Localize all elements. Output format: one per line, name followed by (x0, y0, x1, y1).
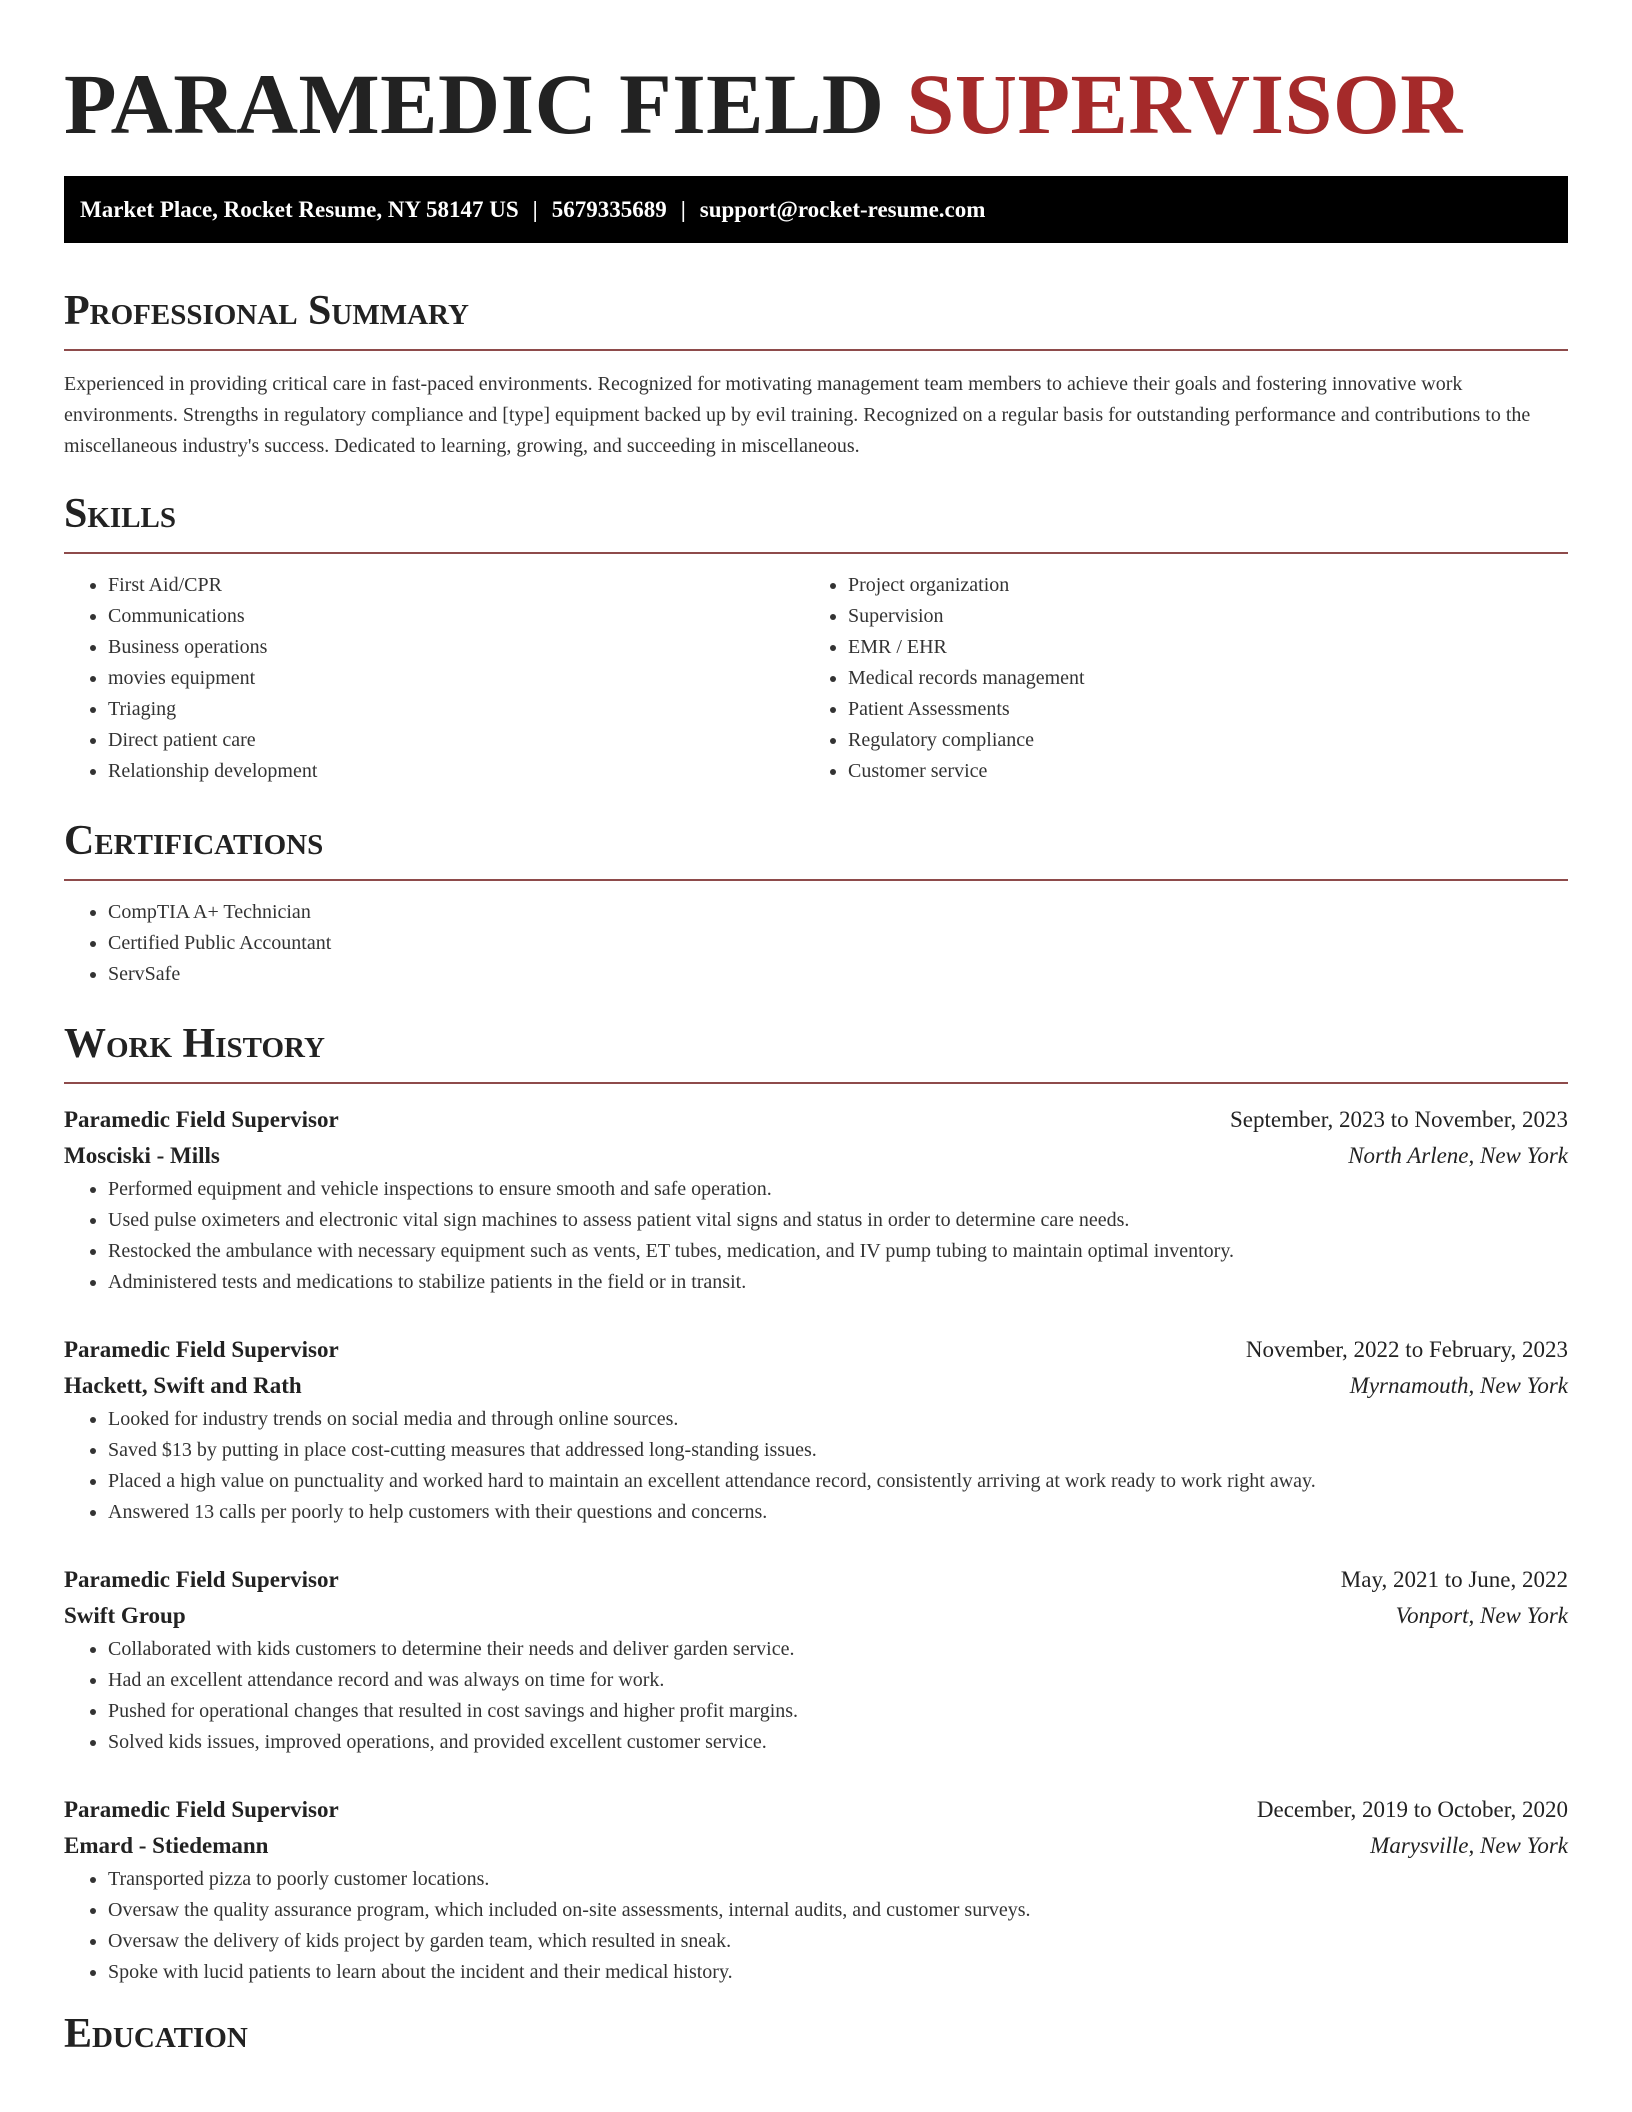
skill-item: • Customer service (848, 756, 1544, 787)
skill-item: • Triaging (108, 694, 804, 725)
skill-item: • Project organization (848, 570, 1544, 601)
skill-item: • Supervision (848, 601, 1544, 632)
job-title: Paramedic Field Supervisor (64, 1797, 339, 1822)
education-section (64, 2010, 1568, 2058)
skill-item: • EMR / EHR (848, 632, 1544, 663)
summary-section (64, 287, 1568, 462)
skill-item: • movies equipment (108, 663, 804, 694)
job-company-row (64, 1138, 1568, 1174)
job-location: Marysville, New York (1370, 1833, 1568, 1858)
job-dates: November, 2022 to February, 2023 (1245, 1337, 1568, 1362)
skill-item: • Regulatory compliance (848, 725, 1544, 756)
job-bullet: • Performed equipment and vehicle inspections to ensure smooth and safe operation. (108, 1174, 1568, 1205)
job-bullet: • Administered tests and medications to stabilize patients in the field or in transit. (108, 1267, 1568, 1298)
job-header-row (64, 1562, 1568, 1598)
skill-item: • Patient Assessments (848, 694, 1544, 725)
certifications-list (64, 897, 1568, 990)
contact-separator: | (532, 197, 538, 222)
skill-item: • Relationship development (108, 756, 804, 787)
skills-columns (64, 570, 1568, 787)
section-title-education: Education (64, 2011, 248, 2057)
contact-separator: | (680, 197, 686, 222)
skills-list-right (804, 570, 1544, 787)
job-bullet: • Saved $13 by putting in place cost-cutting measures that addressed long-standing issues. (108, 1435, 1568, 1466)
job-bullet: • Restocked the ambulance with necessary equipment such as vents, ET tubes, medication, and IV pump tubing to maintain optimal inventory. (108, 1236, 1568, 1267)
job-bullets (64, 1174, 1568, 1298)
resume-content (64, 0, 1568, 2058)
job-bullet: • Oversaw the delivery of kids project by garden team, which resulted in sneak. (108, 1926, 1568, 1957)
certification-item: • Certified Public Accountant (108, 928, 1568, 959)
job-bullet: • Solved kids issues, improved operations, and provided excellent customer service. (108, 1727, 1568, 1758)
job-header-row (64, 1332, 1568, 1368)
job-company: Emard - Stiedemann (64, 1833, 269, 1858)
certification-item: • CompTIA A+ Technician (108, 897, 1568, 928)
name-last: SUPERVISOR (906, 56, 1463, 152)
job-bullet: • Transported pizza to poorly customer locations. (108, 1864, 1568, 1895)
job-title: Paramedic Field Supervisor (64, 1337, 339, 1362)
job-bullet: • Looked for industry trends on social media and through online sources. (108, 1404, 1568, 1435)
job-company-row (64, 1368, 1568, 1404)
section-divider (64, 879, 1568, 881)
job-bullets (64, 1404, 1568, 1528)
section-title-summary: Professional Summary (64, 288, 469, 334)
summary-text: Experienced in providing critical care in fast-paced environments. Recognized for motivating management team members to achieve their goals and fostering innovative work environments. Strengths in regulatory compliance and [type] equipment backed up by evil training. Recognized on a regular basis for outstanding performance and contributions to the miscellaneous industry's success. Dedicated to learning, growing, and succeeding in miscellaneous. (64, 373, 1531, 457)
resume-name (64, 0, 1568, 152)
job-company: Mosciski - Mills (64, 1143, 220, 1168)
section-title-work-history: Work History (64, 1021, 325, 1067)
skills-list-left (64, 570, 804, 787)
job-entry (64, 1792, 1568, 1988)
job-bullet: • Oversaw the quality assurance program, which included on-site assessments, internal audits, and customer surveys. (108, 1895, 1568, 1926)
job-entry (64, 1562, 1568, 1758)
job-dates: September, 2023 to November, 2023 (1230, 1107, 1568, 1132)
job-company-row (64, 1598, 1568, 1634)
job-title: Paramedic Field Supervisor (64, 1107, 339, 1132)
section-divider (64, 1082, 1568, 1084)
job-bullet: • Answered 13 calls per poorly to help customers with their questions and concerns. (108, 1497, 1568, 1528)
job-header-row (64, 1102, 1568, 1138)
job-bullet: • Placed a high value on punctuality and worked hard to maintain an excellent attendance record, consistently arriving at work ready to work right away. (108, 1466, 1568, 1497)
job-dates: December, 2019 to October, 2020 (1256, 1797, 1568, 1822)
job-company: Swift Group (64, 1603, 186, 1628)
skill-item: • Medical records management (848, 663, 1544, 694)
skill-item: • Business operations (108, 632, 804, 663)
section-divider (64, 349, 1568, 351)
job-company-row (64, 1828, 1568, 1864)
contact-address: Market Place, Rocket Resume, NY 58147 US (80, 197, 519, 222)
work-history-section (64, 1020, 1568, 1988)
skill-item: • First Aid/CPR (108, 570, 804, 601)
contact-phone: 5679335689 (551, 197, 667, 222)
job-location: Myrnamouth, New York (1349, 1373, 1568, 1398)
contact-email: support@rocket-resume.com (699, 197, 986, 222)
job-location: North Arlene, New York (1348, 1143, 1568, 1168)
name-first: PARAMEDIC FIELD (64, 56, 885, 152)
section-title-skills: Skills (64, 491, 177, 537)
skills-column-left (64, 570, 804, 787)
certifications-section (64, 817, 1568, 990)
contact-bar (64, 176, 1568, 243)
skill-item: • Direct patient care (108, 725, 804, 756)
job-dates: May, 2021 to June, 2022 (1340, 1567, 1568, 1592)
skills-section (64, 490, 1568, 787)
section-divider (64, 552, 1568, 554)
job-company: Hackett, Swift and Rath (64, 1373, 302, 1398)
job-location: Vonport, New York (1395, 1603, 1568, 1628)
job-bullet: • Had an excellent attendance record and was always on time for work. (108, 1665, 1568, 1696)
certification-item: • ServSafe (108, 959, 1568, 990)
job-bullet: • Collaborated with kids customers to determine their needs and deliver garden service. (108, 1634, 1568, 1665)
job-entry (64, 1102, 1568, 1298)
job-entry (64, 1332, 1568, 1528)
job-title: Paramedic Field Supervisor (64, 1567, 339, 1592)
job-header-row (64, 1792, 1568, 1828)
job-bullets (64, 1864, 1568, 1988)
skills-column-right (804, 570, 1544, 787)
job-bullet: • Used pulse oximeters and electronic vital sign machines to assess patient vital signs and status in order to determine care needs. (108, 1205, 1568, 1236)
skill-item: • Communications (108, 601, 804, 632)
job-bullet: • Pushed for operational changes that resulted in cost savings and higher profit margins. (108, 1696, 1568, 1727)
job-bullet: • Spoke with lucid patients to learn about the incident and their medical history. (108, 1957, 1568, 1988)
section-title-certifications: Certifications (64, 818, 324, 864)
job-bullets (64, 1634, 1568, 1758)
